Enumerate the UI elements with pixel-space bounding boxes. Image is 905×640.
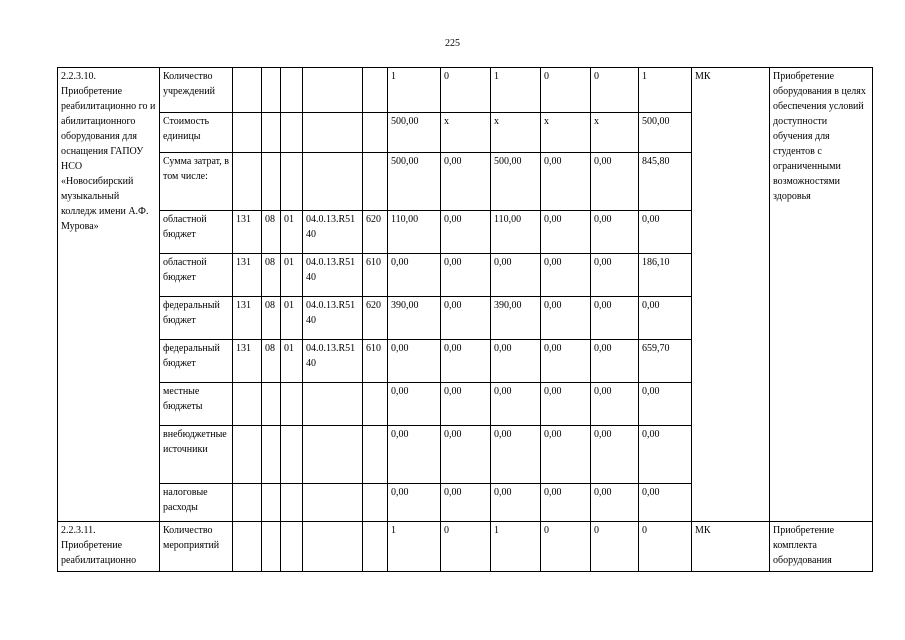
code-section [262, 383, 281, 426]
value-cell-4: 0,00 [541, 383, 591, 426]
value-cell-5: 0,00 [591, 297, 639, 340]
value-cell-6: 500,00 [639, 113, 692, 153]
code-grbs: 131 [233, 254, 262, 297]
code-expense-type: 620 [363, 211, 388, 254]
row-label: областной бюджет [160, 254, 233, 297]
row-label: внебюджетные источники [160, 426, 233, 484]
value-cell-4: 0,00 [541, 254, 591, 297]
code-section: 08 [262, 297, 281, 340]
value-cell-4: 0,00 [541, 211, 591, 254]
value-cell-5: 0,00 [591, 254, 639, 297]
value-cell-2: 0,00 [441, 383, 491, 426]
value-cell-6: 1 [639, 68, 692, 113]
value-cell-2: 0,00 [441, 297, 491, 340]
code-expense-type [363, 383, 388, 426]
code-grbs [233, 383, 262, 426]
code-grbs [233, 68, 262, 113]
value-cell-5: 0,00 [591, 340, 639, 383]
code-subsection [281, 68, 303, 113]
value-cell-1: 390,00 [388, 297, 441, 340]
code-expense-type: 620 [363, 297, 388, 340]
code-section [262, 113, 281, 153]
value-cell-1: 500,00 [388, 153, 441, 211]
row-label: федеральный бюджет [160, 297, 233, 340]
value-cell-5: x [591, 113, 639, 153]
value-cell-6: 0 [639, 522, 692, 572]
code-expense-type: 610 [363, 340, 388, 383]
value-cell-3: x [491, 113, 541, 153]
row-label: налоговые расходы [160, 484, 233, 522]
code-subsection: 01 [281, 297, 303, 340]
value-cell-2: 0,00 [441, 426, 491, 484]
value-cell-6: 845,80 [639, 153, 692, 211]
value-cell-1: 110,00 [388, 211, 441, 254]
page-number: 225 [445, 38, 460, 49]
value-cell-5: 0 [591, 522, 639, 572]
value-cell-2: 0,00 [441, 254, 491, 297]
value-cell-4: 0 [541, 522, 591, 572]
code-expense-type: 610 [363, 254, 388, 297]
value-cell-5: 0,00 [591, 426, 639, 484]
code-expense-type [363, 153, 388, 211]
code-section: 08 [262, 254, 281, 297]
value-cell-3: 110,00 [491, 211, 541, 254]
value-cell-3: 1 [491, 68, 541, 113]
code-target-article [303, 426, 363, 484]
value-cell-1: 1 [388, 68, 441, 113]
value-cell-1: 0,00 [388, 484, 441, 522]
value-cell-3: 1 [491, 522, 541, 572]
value-cell-3: 390,00 [491, 297, 541, 340]
value-cell-4: 0,00 [541, 153, 591, 211]
value-cell-1: 0,00 [388, 340, 441, 383]
code-section [262, 68, 281, 113]
value-cell-1: 500,00 [388, 113, 441, 153]
code-expense-type [363, 426, 388, 484]
value-cell-6: 659,70 [639, 340, 692, 383]
value-cell-5: 0,00 [591, 383, 639, 426]
value-cell-1: 0,00 [388, 383, 441, 426]
code-target-article: 04.0.13.R5140 [303, 297, 363, 340]
value-cell-2: 0,00 [441, 484, 491, 522]
code-expense-type [363, 68, 388, 113]
row-label: местные бюджеты [160, 383, 233, 426]
code-expense-type [363, 522, 388, 572]
code-target-article [303, 484, 363, 522]
code-expense-type [363, 484, 388, 522]
code-grbs: 131 [233, 340, 262, 383]
code-subsection [281, 522, 303, 572]
value-cell-6: 0,00 [639, 426, 692, 484]
code-subsection [281, 383, 303, 426]
code-grbs: 131 [233, 297, 262, 340]
row-label: областной бюджет [160, 211, 233, 254]
value-cell-6: 0,00 [639, 211, 692, 254]
code-subsection: 01 [281, 254, 303, 297]
value-cell-2: 0 [441, 522, 491, 572]
code-grbs [233, 522, 262, 572]
code-grbs [233, 484, 262, 522]
code-section [262, 426, 281, 484]
value-cell-3: 0,00 [491, 426, 541, 484]
table-row [58, 522, 873, 572]
code-grbs [233, 426, 262, 484]
value-cell-4: 0,00 [541, 484, 591, 522]
code-target-article [303, 522, 363, 572]
result-cell: Приобретение оборудования в целях обеспечения условий доступности обучения для студентов с ограниченными возможностями здоровья [770, 68, 873, 522]
table-body [58, 68, 873, 572]
row-label: Количество учреждений [160, 68, 233, 113]
code-subsection: 01 [281, 211, 303, 254]
code-subsection [281, 484, 303, 522]
code-target-article [303, 383, 363, 426]
value-cell-4: 0,00 [541, 297, 591, 340]
row-label: федеральный бюджет [160, 340, 233, 383]
code-subsection [281, 113, 303, 153]
result-cell: Приобретение комплекта оборудования [770, 522, 873, 572]
code-subsection [281, 153, 303, 211]
value-cell-3: 0,00 [491, 340, 541, 383]
value-cell-2: 0 [441, 68, 491, 113]
code-expense-type [363, 113, 388, 153]
code-grbs: 131 [233, 211, 262, 254]
code-grbs [233, 153, 262, 211]
value-cell-4: 0 [541, 68, 591, 113]
row-label: Количество мероприятий [160, 522, 233, 572]
value-cell-4: x [541, 113, 591, 153]
row-label: Сумма затрат, в том числе: [160, 153, 233, 211]
item-cell: 2.2.3.10. Приобретение реабилитационно го и абилитационного оборудования для оснащения ГАПОУ НСО «Новосибирский музыкальный колледж имени А.Ф. Мурова» [58, 68, 160, 522]
value-cell-3: 500,00 [491, 153, 541, 211]
code-grbs [233, 113, 262, 153]
value-cell-5: 0,00 [591, 153, 639, 211]
value-cell-6: 0,00 [639, 297, 692, 340]
code-target-article [303, 68, 363, 113]
code-section: 08 [262, 211, 281, 254]
value-cell-4: 0,00 [541, 340, 591, 383]
code-subsection [281, 426, 303, 484]
value-cell-6: 0,00 [639, 484, 692, 522]
value-cell-2: 0,00 [441, 340, 491, 383]
code-section [262, 484, 281, 522]
code-target-article [303, 153, 363, 211]
executor-cell: МК [692, 68, 770, 522]
program-table [57, 67, 873, 572]
value-cell-6: 186,10 [639, 254, 692, 297]
value-cell-5: 0,00 [591, 484, 639, 522]
code-target-article: 04.0.13.R5140 [303, 254, 363, 297]
value-cell-4: 0,00 [541, 426, 591, 484]
code-target-article [303, 113, 363, 153]
value-cell-2: 0,00 [441, 153, 491, 211]
value-cell-2: 0,00 [441, 211, 491, 254]
value-cell-3: 0,00 [491, 254, 541, 297]
value-cell-1: 0,00 [388, 426, 441, 484]
code-section [262, 153, 281, 211]
value-cell-6: 0,00 [639, 383, 692, 426]
value-cell-1: 0,00 [388, 254, 441, 297]
value-cell-2: x [441, 113, 491, 153]
item-cell: 2.2.3.11. Приобретение реабилитационно [58, 522, 160, 572]
code-section: 08 [262, 340, 281, 383]
value-cell-1: 1 [388, 522, 441, 572]
value-cell-5: 0,00 [591, 211, 639, 254]
value-cell-3: 0,00 [491, 383, 541, 426]
code-target-article: 04.0.13.R5140 [303, 211, 363, 254]
row-label: Стоимость единицы [160, 113, 233, 153]
value-cell-3: 0,00 [491, 484, 541, 522]
table-row [58, 68, 873, 113]
code-subsection: 01 [281, 340, 303, 383]
executor-cell: МК [692, 522, 770, 572]
code-section [262, 522, 281, 572]
code-target-article: 04.0.13.R5140 [303, 340, 363, 383]
value-cell-5: 0 [591, 68, 639, 113]
